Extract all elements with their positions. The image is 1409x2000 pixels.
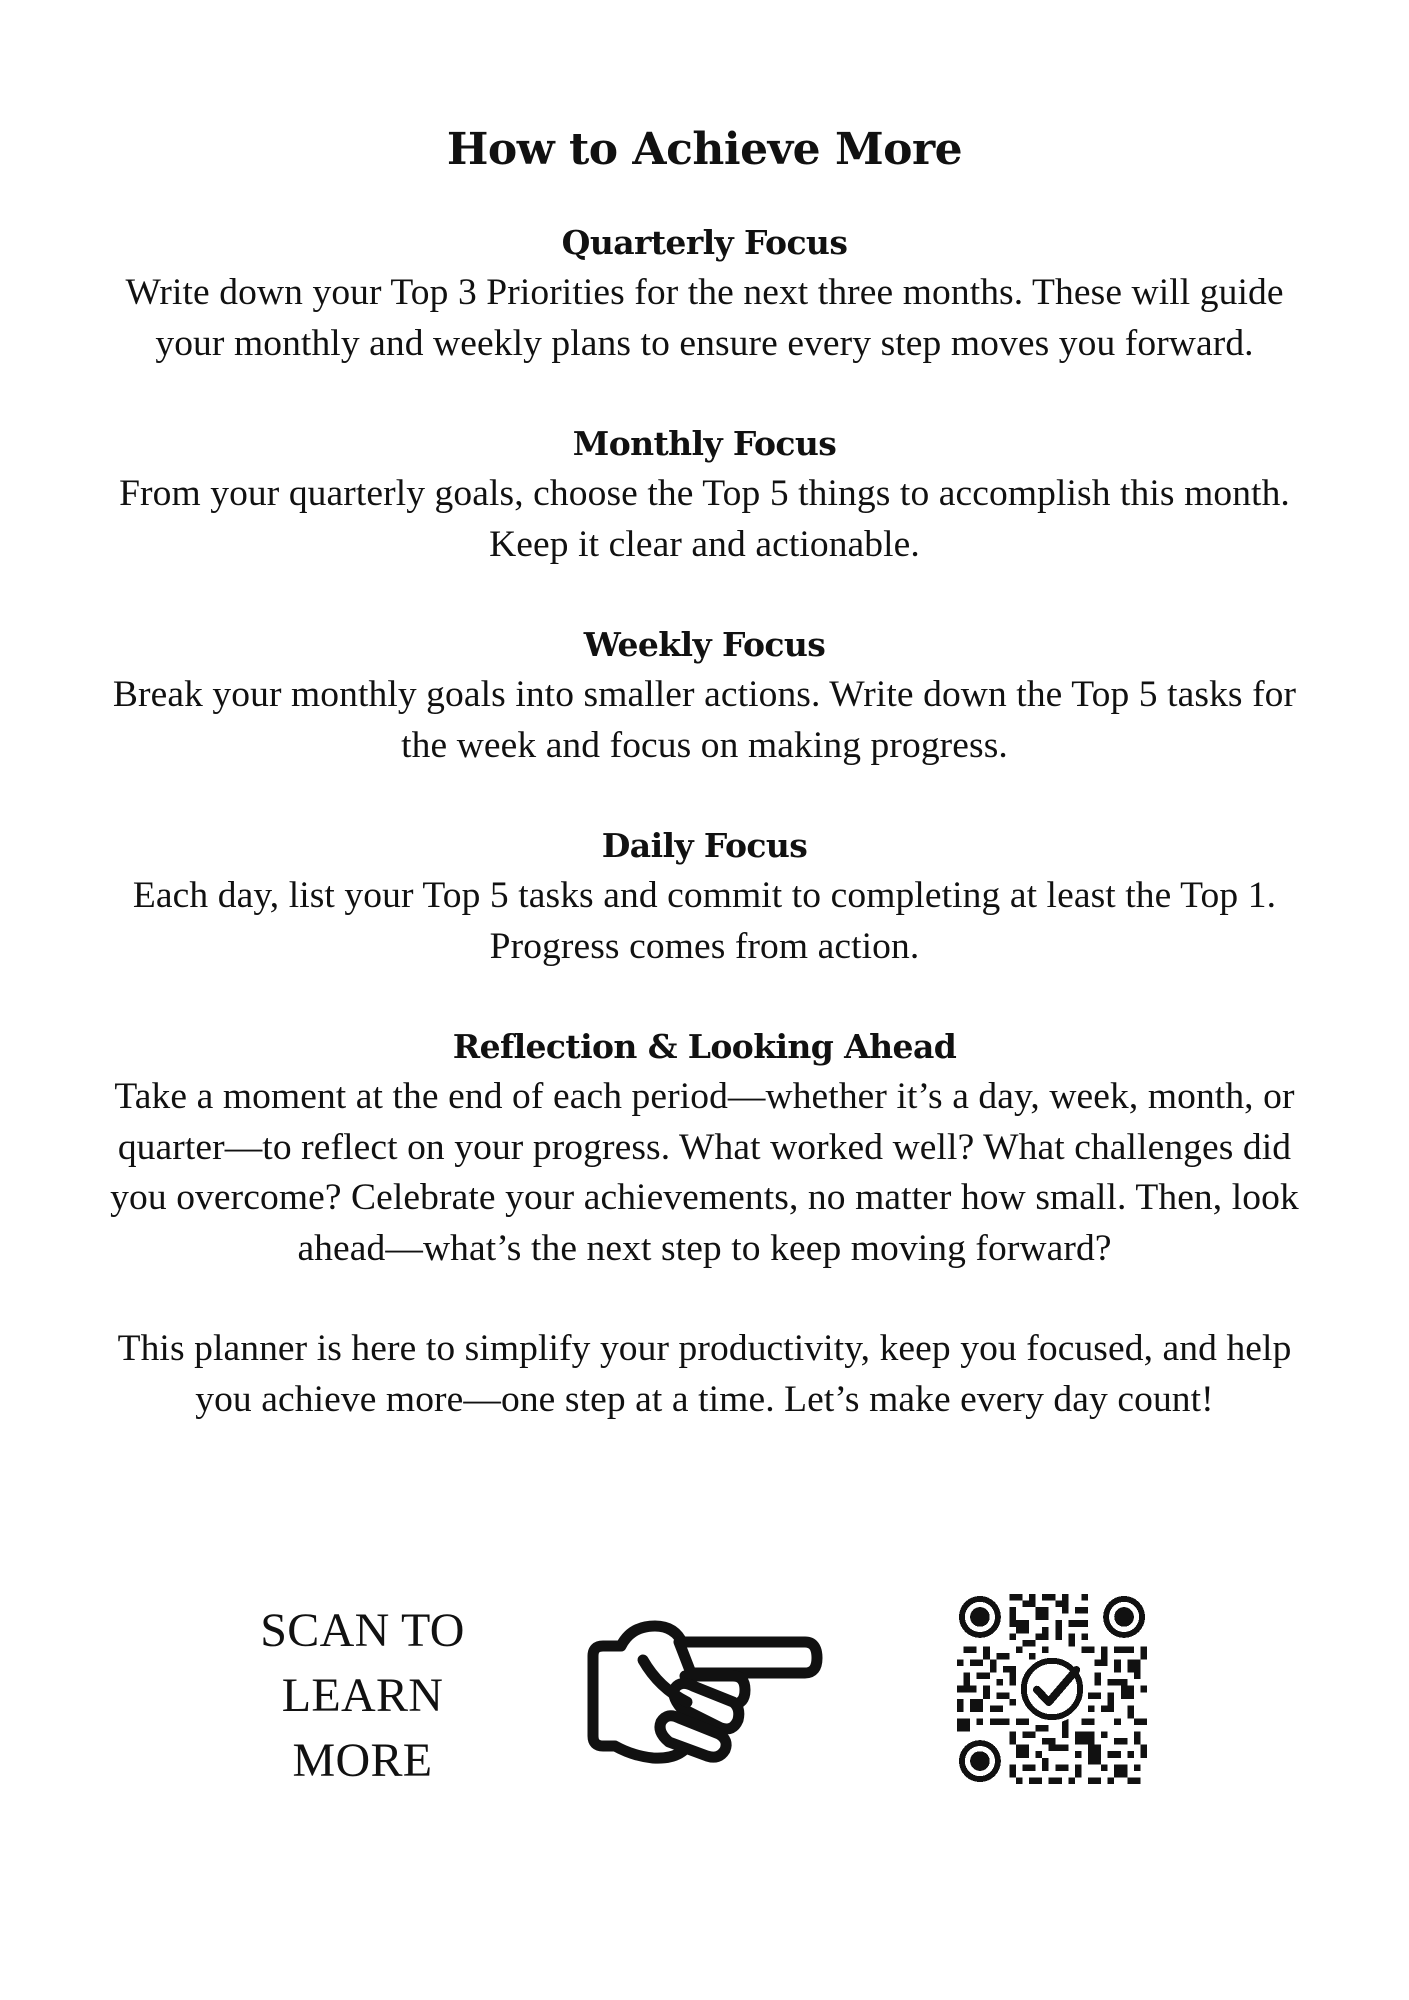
section-heading: Quarterly Focus (561, 223, 848, 262)
cta-line: LEARN (281, 1669, 444, 1722)
cta-line: MORE (292, 1734, 433, 1787)
section-body: Each day, list your Top 5 tasks and commit to completing at least the Top 1. Progress comes from action. (132, 875, 1277, 967)
section-heading: Weekly Focus (583, 625, 826, 664)
section-daily-focus (110, 821, 1299, 972)
section-reflection (110, 1022, 1299, 1274)
section-body: From your quarterly goals, choose the Top 5 things to accomplish this month. Keep it clear and actionable. (119, 473, 1290, 565)
section-quarterly-focus (110, 218, 1299, 369)
section-body: Break your monthly goals into smaller actions. Write down the Top 5 tasks for the week and focus on making progress. (112, 674, 1297, 766)
section-body: Take a moment at the end of each period—whether it’s a day, week, month, or quarter—to reflect on your progress. What worked well? What challenges did you overcome? Celebrate your achievements, no matter how small. Then, look ahead—what’s the next step to keep moving forward? (110, 1076, 1299, 1269)
section-heading: Daily Focus (601, 826, 808, 865)
section-body: Write down your Top 3 Priorities for the next three months. These will guide your monthly and weekly plans to ensure every step moves you forward. (125, 272, 1284, 364)
closing-paragraph: This planner is here to simplify your productivity, keep you focused, and help you achieve more—one step at a time. Let’s make every day count! (117, 1328, 1292, 1420)
qr-code-with-checkmark-icon[interactable] (957, 1594, 1147, 1784)
scan-cta-row (0, 1590, 1409, 1800)
section-weekly-focus (110, 620, 1299, 771)
scan-to-learn-more-label (230, 1598, 495, 1793)
cta-line: SCAN TO (260, 1604, 465, 1657)
section-heading: Reflection & Looking Ahead (452, 1027, 957, 1066)
section-monthly-focus (110, 419, 1299, 570)
content-body (110, 218, 1299, 1425)
pointing-hand-right-icon (583, 1618, 823, 1768)
page-title: How to Achieve More (446, 124, 963, 175)
section-heading: Monthly Focus (572, 424, 837, 463)
